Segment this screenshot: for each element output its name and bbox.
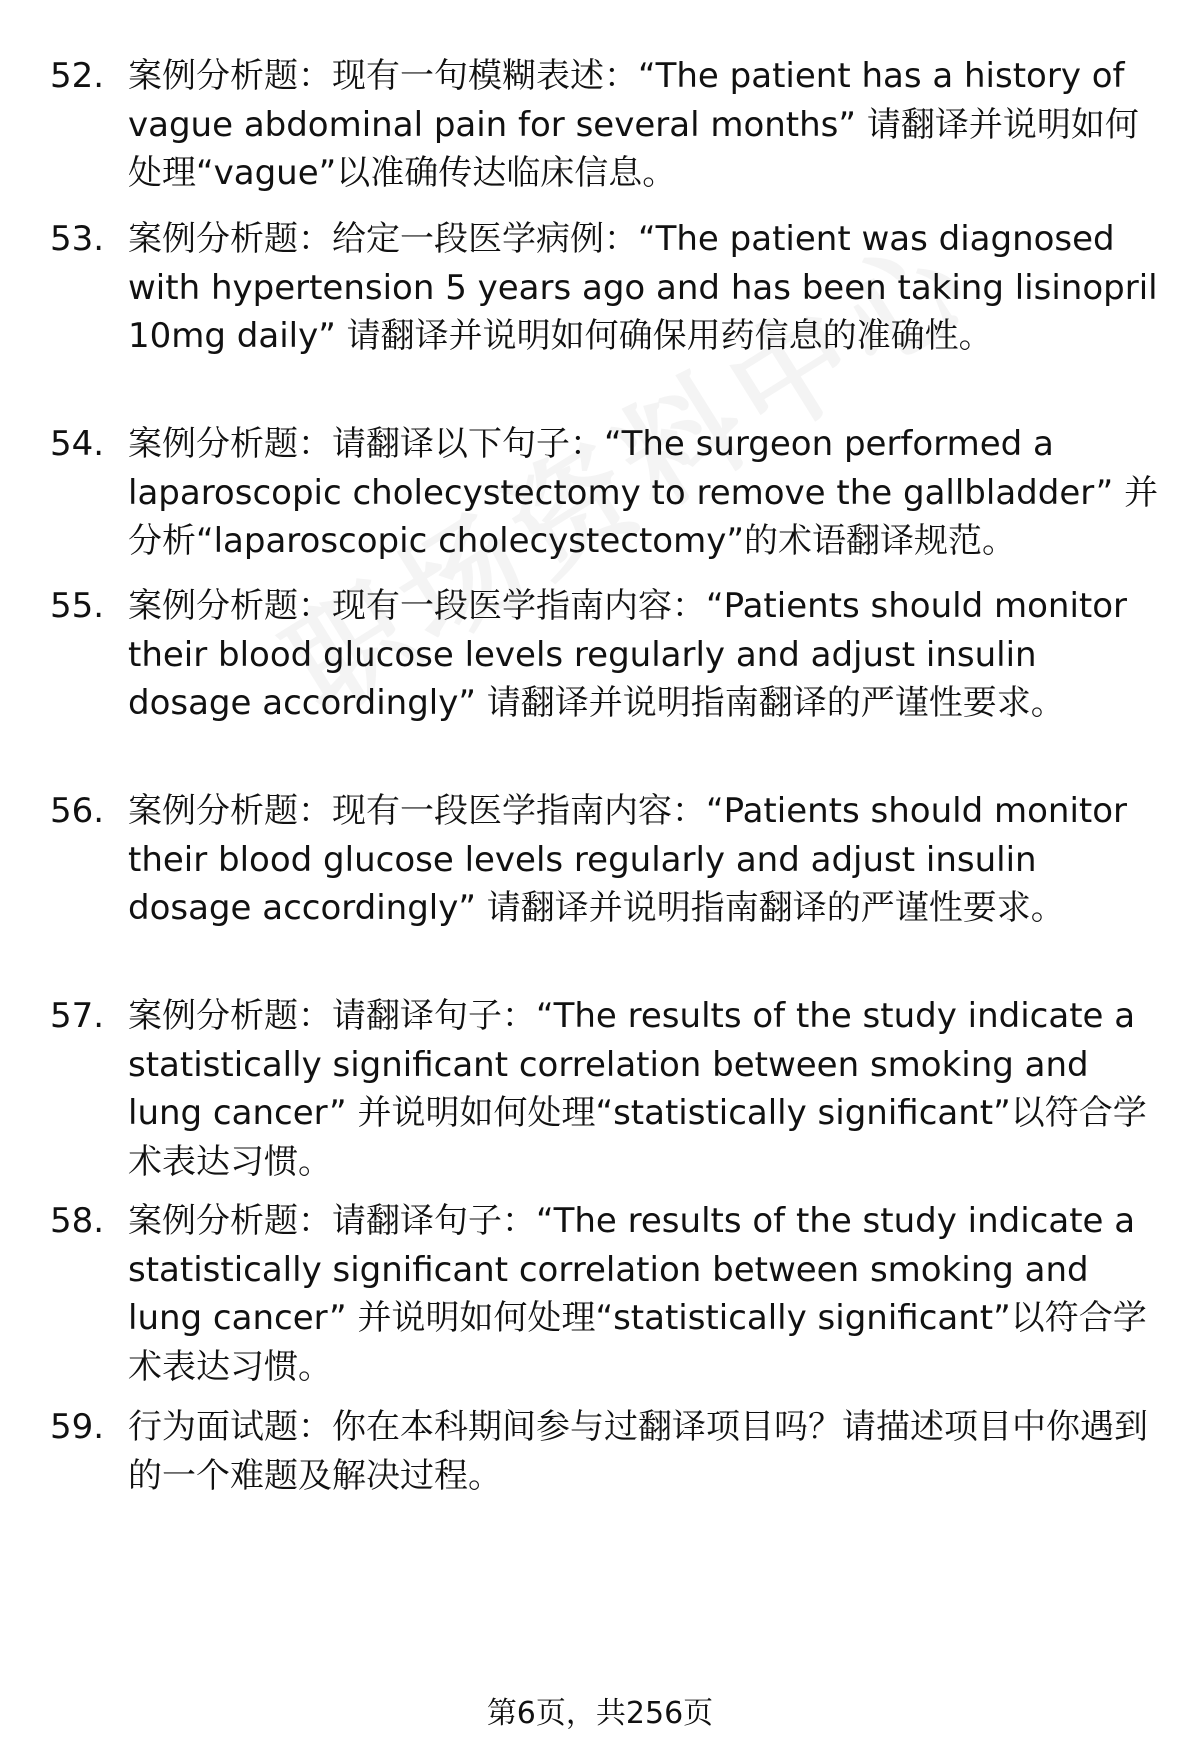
question-58 bbox=[50, 1197, 1160, 1391]
question-number: 57. bbox=[50, 996, 105, 1036]
question-text: 案例分析题：请翻译句子：“The results of the study indicate a statistically significant correlation between smoking and lung cancer” 并说明如何处理“statistically significant”以符合学术表达习惯。 bbox=[128, 1201, 1147, 1387]
question-number: 55. bbox=[50, 586, 105, 626]
question-text: 案例分析题：现有一段医学指南内容：“Patients should monitor their blood glucose levels regularly and adjust insulin dosage accordingly” 请翻译并说明指南翻译的严谨性要求。 bbox=[128, 586, 1127, 723]
question-text: 案例分析题：现有一段医学指南内容：“Patients should monitor their blood glucose levels regularly and adjust insulin dosage accordingly” 请翻译并说明指南翻译的严谨性要求。 bbox=[128, 791, 1127, 928]
page-footer: 第6页，共256页 bbox=[486, 1696, 714, 1731]
question-text: 案例分析题：现有一句模糊表述：“The patient has a history of vague abdominal pain for several months” 请翻译并说明如何处理“vague”以准确传达临床信息。 bbox=[128, 56, 1139, 193]
question-53 bbox=[50, 215, 1160, 361]
question-54 bbox=[50, 420, 1160, 566]
question-number: 59. bbox=[50, 1407, 105, 1447]
question-59 bbox=[50, 1403, 1160, 1500]
question-number: 53. bbox=[50, 219, 105, 259]
question-text: 案例分析题：给定一段医学病例：“The patient was diagnosed with hypertension 5 years ago and has been taking lisinopril 10mg daily” 请翻译并说明如何确保用药信息的准确性。 bbox=[128, 219, 1158, 356]
question-52 bbox=[50, 52, 1160, 198]
question-56 bbox=[50, 787, 1160, 933]
question-number: 56. bbox=[50, 791, 105, 831]
question-number: 58. bbox=[50, 1201, 105, 1241]
question-55 bbox=[50, 582, 1160, 728]
question-text: 案例分析题：请翻译句子：“The results of the study indicate a statistically significant correlation between smoking and lung cancer” 并说明如何处理“statistically significant”以符合学术表达习惯。 bbox=[128, 996, 1147, 1182]
question-number: 52. bbox=[50, 56, 105, 96]
question-57 bbox=[50, 992, 1160, 1186]
question-text: 行为面试题：你在本科期间参与过翻译项目吗？请描述项目中你遇到的一个难题及解决过程。 bbox=[128, 1407, 1148, 1496]
question-number: 54. bbox=[50, 424, 105, 464]
question-text: 案例分析题：请翻译以下句子：“The surgeon performed a laparoscopic cholecystectomy to remove the gallbladder” 并分析“laparoscopic cholecystectomy”的术语翻译规范。 bbox=[128, 424, 1159, 561]
